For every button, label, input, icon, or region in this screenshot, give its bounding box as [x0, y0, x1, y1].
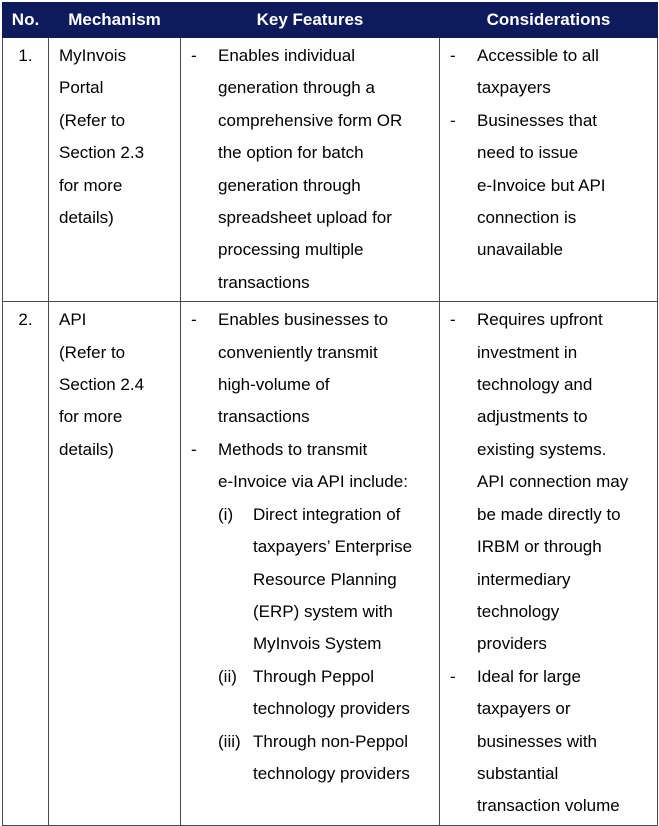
feature-line: spreadsheet upload for	[218, 208, 392, 228]
header-row	[3, 3, 658, 38]
features-cell	[181, 302, 440, 826]
mechanism-line: API	[59, 310, 87, 330]
feature-bullet	[181, 40, 439, 299]
feature-line: e-Invoice via API include:	[218, 472, 408, 492]
einvoice-mechanism-table	[2, 2, 658, 826]
feature-bullet	[181, 304, 439, 434]
mechanism-line: Section 2.3	[59, 143, 145, 163]
consideration-line: technology	[477, 601, 560, 621]
header-mechanism: Mechanism	[49, 3, 181, 38]
consideration-line: Accessible to all	[477, 46, 599, 65]
feature-sub-item	[181, 726, 439, 791]
consideration-line: transaction volume	[477, 796, 620, 816]
table-row	[3, 38, 658, 302]
considerations-cell	[440, 38, 658, 302]
bullet-dash: -	[191, 439, 197, 459]
feature-bullet	[181, 434, 439, 499]
feature-sub-item	[181, 499, 439, 661]
consideration-line: need to issue	[477, 143, 579, 163]
mechanism-line: MyInvois	[59, 46, 127, 65]
mechanism-line: (Refer to	[59, 110, 126, 130]
header-no: No.	[3, 3, 49, 38]
table-row	[3, 302, 658, 826]
feature-line: high-volume of	[218, 375, 330, 395]
consideration-bullet	[440, 661, 657, 823]
features-cell	[181, 38, 440, 302]
consideration-line: businesses with	[477, 731, 598, 751]
consideration-line: providers	[477, 634, 547, 654]
header-key-features: Key Features	[181, 3, 440, 38]
mechanism-cell	[49, 38, 181, 302]
consideration-line: Ideal for large	[477, 666, 581, 686]
mechanism-line: details)	[59, 208, 114, 228]
consideration-bullet	[440, 105, 657, 267]
consideration-line: IRBM or through	[477, 537, 602, 557]
sub-item-number: (ii)	[218, 666, 237, 686]
feature-sub-item	[181, 661, 439, 726]
header-considerations: Considerations	[440, 3, 658, 38]
sub-item-number: (iii)	[218, 731, 241, 751]
mechanism-cell	[49, 302, 181, 826]
bullet-dash: -	[450, 46, 456, 65]
bullet-dash: -	[191, 46, 197, 65]
considerations-cell	[440, 302, 658, 826]
mechanism-line: details)	[59, 439, 114, 459]
feature-line: transactions	[218, 407, 310, 427]
mechanism-line: Portal	[59, 78, 104, 98]
consideration-line: adjustments to	[477, 407, 588, 427]
sub-item-line: Through non-Peppol	[253, 731, 409, 751]
feature-line: Enables individual	[218, 46, 356, 65]
sub-item-number: (i)	[218, 504, 234, 524]
feature-line: transactions	[218, 272, 310, 292]
consideration-line: API connection may	[477, 472, 629, 492]
sub-item-line: Through Peppol	[253, 666, 374, 686]
mechanism-line: Section 2.4	[59, 375, 145, 395]
feature-line: generation through a	[218, 78, 375, 98]
mechanism-line: (Refer to	[59, 342, 126, 362]
feature-line: processing multiple	[218, 240, 364, 260]
mechanism-line: for more	[59, 175, 123, 195]
sub-item-line: MyInvois System	[253, 634, 382, 654]
feature-line: conveniently transmit	[218, 342, 378, 362]
consideration-line: substantial	[477, 763, 559, 783]
sub-item-line: technology providers	[253, 699, 410, 719]
consideration-bullet	[440, 304, 657, 660]
feature-line: the option for batch	[218, 143, 364, 163]
consideration-line: e-Invoice but API	[477, 175, 606, 195]
consideration-line: technology and	[477, 375, 593, 395]
consideration-line: unavailable	[477, 240, 564, 260]
consideration-line: Requires upfront	[477, 310, 603, 330]
consideration-line: be made directly to	[477, 504, 621, 524]
consideration-line: existing systems.	[477, 439, 607, 459]
sub-item-line: taxpayers’ Enterprise	[253, 537, 413, 557]
bullet-dash: -	[191, 310, 197, 330]
row-number: 1.	[3, 38, 49, 302]
consideration-line: taxpayers	[477, 78, 551, 98]
sub-item-line: Direct integration of	[253, 504, 401, 524]
consideration-line: connection is	[477, 208, 577, 228]
consideration-line: taxpayers or	[477, 699, 571, 719]
feature-line: Enables businesses to	[218, 310, 389, 330]
mechanism-line: for more	[59, 407, 123, 427]
bullet-dash: -	[450, 110, 456, 130]
consideration-line: intermediary	[477, 569, 571, 589]
feature-line: generation through	[218, 175, 361, 195]
feature-line: comprehensive form OR	[218, 110, 403, 130]
consideration-line: Businesses that	[477, 110, 598, 130]
consideration-line: investment in	[477, 342, 578, 362]
bullet-dash: -	[450, 310, 456, 330]
feature-line: Methods to transmit	[218, 439, 368, 459]
sub-item-line: technology providers	[253, 763, 410, 783]
consideration-bullet	[440, 40, 657, 105]
sub-item-line: (ERP) system with	[253, 601, 393, 621]
bullet-dash: -	[450, 666, 456, 686]
sub-item-line: Resource Planning	[253, 569, 397, 589]
row-number: 2.	[3, 302, 49, 826]
